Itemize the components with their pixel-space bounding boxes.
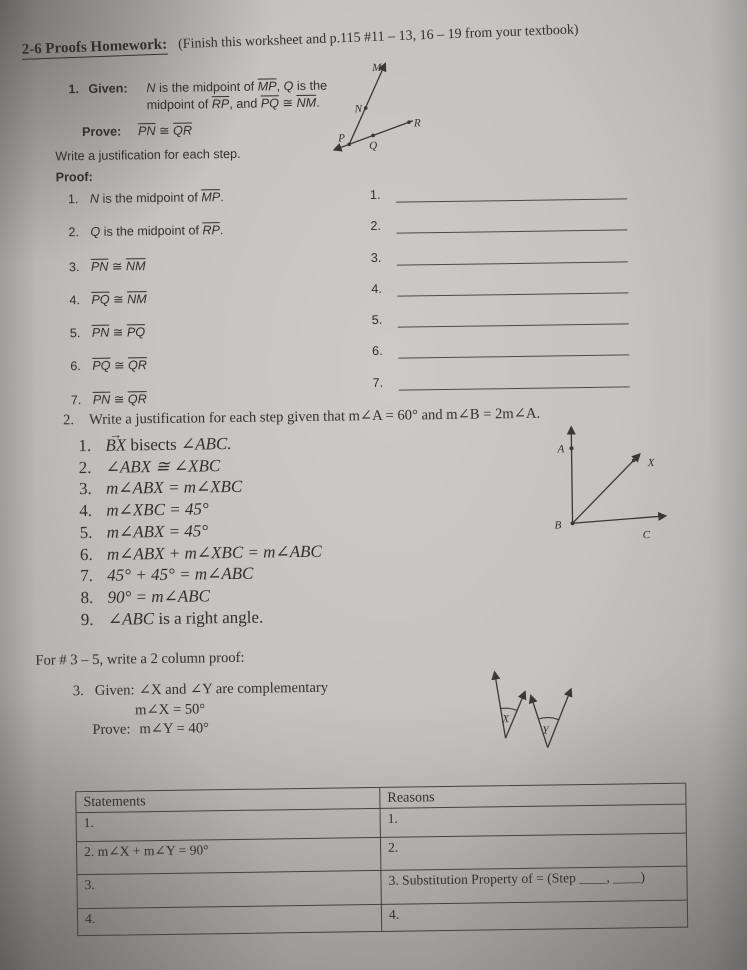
statement-seg1: $\overline{MP}$ — [201, 190, 221, 205]
label-angle-X: X — [502, 713, 510, 726]
p2-step-6 — [80, 540, 322, 565]
statement-rel: ≅ — [108, 259, 127, 274]
section3-intro: For # 3 – 5, write a 2 column proof: — [35, 649, 245, 669]
reasons-header: Reasons — [380, 784, 685, 809]
statement-seg2: $\overline{NM}$ — [127, 292, 147, 307]
proof-statement-1 — [68, 188, 224, 223]
statement-text: is the midpoint of — [98, 190, 202, 206]
given-text-run: is the midpoint of — [155, 79, 258, 96]
reason-blank-4 — [371, 276, 628, 311]
ray-BC — [572, 516, 665, 523]
blank-line — [397, 261, 628, 265]
problem1-instruction: Write a justification for each step. — [55, 146, 241, 164]
p3-given2: m∠X = 50° — [135, 700, 206, 718]
reason-number: 4. — [371, 281, 382, 296]
step-number: 4. — [79, 501, 93, 521]
problem3-block — [73, 679, 329, 741]
step-number: 5. — [79, 522, 93, 542]
step-math: m∠ABX + m∠XBC = m∠ABC — [106, 541, 322, 564]
reason-blank-5 — [372, 308, 629, 343]
problem1-number: 1. — [68, 82, 80, 97]
proof-statement-3 — [69, 255, 225, 290]
given-text — [146, 78, 327, 115]
blank-line — [399, 386, 630, 390]
statement-number: 4. — [69, 292, 81, 308]
statement-seg2: $\overline{QR}$ — [127, 391, 147, 407]
statement-text: is the midpoint of — [100, 223, 203, 240]
given-text-run: , — [276, 79, 284, 94]
step-math: m∠ABX = m∠XBC — [105, 477, 243, 499]
proof-statements — [68, 188, 227, 423]
given-text-run: midpoint of — [146, 97, 212, 113]
angleY-ray1 — [531, 696, 548, 748]
given-text-run: , and — [229, 96, 261, 111]
var-N: N — [146, 81, 156, 96]
problem3-number: 3. — [72, 683, 84, 700]
problem3-diagram — [489, 665, 590, 761]
reason-blank-2 — [370, 214, 627, 249]
table-reason-4: 4. — [388, 906, 400, 922]
angleX-ray1 — [495, 672, 506, 738]
blank-line — [397, 292, 628, 296]
p3-prove-label: Prove: — [92, 721, 131, 738]
problem2-diagram — [547, 420, 679, 547]
reason-blank-6 — [372, 339, 629, 374]
ray-BA — [571, 427, 572, 523]
statement-number: 7. — [70, 392, 82, 407]
problem2-text: Write a justification for each step given that m∠A = 60° and m∠B = 2m∠A. — [88, 405, 541, 428]
step-math: ∠ABX ≅ ∠XBC — [105, 455, 221, 477]
step-math: m∠XBC = 45° — [106, 499, 209, 520]
angleX-arc — [501, 708, 517, 711]
given-label: Given: — [88, 81, 128, 96]
statements-header: Statements — [76, 788, 380, 813]
proof-reason-blanks — [370, 182, 630, 405]
statement-post: . — [219, 223, 224, 238]
reason-blank-7 — [372, 370, 629, 405]
congruent-symbol: ≅ — [278, 96, 297, 111]
step-number: 1. — [78, 435, 92, 456]
problem2-steps — [78, 432, 323, 631]
proof-statement-5 — [70, 321, 226, 356]
point-A-dot — [569, 446, 573, 450]
label-B: B — [554, 519, 562, 532]
segment-PQ: $\overline{PQ}$ — [260, 96, 280, 111]
label-N: N — [354, 103, 363, 116]
segment-QR: $\overline{QR}$ — [172, 123, 193, 138]
reason-number: 5. — [371, 313, 383, 328]
angleY-arc — [538, 717, 558, 720]
given-text-run: . — [316, 95, 320, 110]
angleY-ray2 — [547, 689, 572, 747]
step-number: 6. — [79, 544, 93, 564]
statement-rel: ≅ — [110, 392, 128, 407]
label-M: M — [372, 61, 382, 74]
statement-seg1: $\overline{PQ}$ — [91, 292, 110, 307]
congruent-symbol: ≅ — [155, 123, 174, 139]
p3-prove-line — [73, 718, 328, 741]
worksheet-header — [21, 16, 701, 59]
p3-given1: ∠X and ∠Y are complementary — [138, 679, 329, 699]
p3-given-label: Given: — [94, 682, 135, 699]
table-statement-1: 1. — [77, 809, 381, 842]
table-reason-2: 2. — [381, 834, 686, 871]
statement-number: 5. — [69, 326, 81, 341]
problem1-prove-block — [82, 123, 192, 140]
statement-seg2: $\overline{QR}$ — [127, 358, 148, 373]
blank-line — [398, 355, 629, 359]
problem1-given-block — [68, 78, 327, 116]
segment-RP: $\overline{RP}$ — [211, 96, 230, 112]
ray-BX: BX → — [105, 434, 126, 456]
label-A: A — [557, 443, 565, 456]
statement-seg1: $\overline{PQ}$ — [92, 359, 111, 374]
reason-blank-1 — [370, 182, 627, 217]
segment-MP: $\overline{MP}$ — [257, 79, 277, 94]
proof-statement-6 — [70, 355, 226, 390]
p3-prove: m∠Y = 40° — [139, 720, 210, 738]
point-Q-dot — [371, 134, 375, 138]
page-subtitle: (Finish this worksheet and p.115 #11 – 13, 16 – 19 from your textbook) — [177, 22, 579, 53]
proof-statement-4 — [69, 288, 225, 323]
step-math: m∠ABX = 45° — [106, 521, 209, 542]
statement-number: 3. — [68, 259, 80, 274]
table-reason-3: 3. Substitution Property of = (Step ____, ____) — [381, 867, 686, 905]
reason-number: 7. — [372, 375, 384, 390]
step-math: 45° + 45° = m∠ABC — [107, 563, 254, 585]
statement-seg2: $\overline{PQ}$ — [126, 325, 146, 340]
table-reason-1: 1. — [381, 805, 686, 838]
label-P: P — [338, 132, 345, 145]
blank-line — [396, 198, 627, 202]
problem1-diagram — [332, 59, 433, 158]
proof-statement-2 — [68, 221, 224, 256]
statement-number: 6. — [70, 359, 81, 374]
statement-rel: ≅ — [110, 358, 129, 374]
statement-seg1: $\overline{PN}$ — [92, 392, 111, 407]
prove-label: Prove: — [81, 124, 122, 140]
table-statement-3: 3. — [77, 871, 381, 909]
step-number: 7. — [80, 566, 94, 586]
statement-seg1: $\overline{PN}$ — [91, 325, 110, 341]
segment-PN: $\overline{PN}$ — [137, 124, 156, 139]
given-text-run: is the — [293, 78, 328, 94]
statement-var: Q — [90, 225, 101, 240]
ray-BX-diagram — [572, 454, 641, 523]
statement-seg1: $\overline{PN}$ — [90, 259, 109, 274]
statement-seg1: $\overline{RP}$ — [202, 223, 221, 238]
reason-number: 1. — [369, 187, 381, 203]
segment-NM: $\overline{NM}$ — [296, 95, 317, 111]
step-number: 8. — [80, 587, 94, 608]
step-text: is a right angle. — [154, 607, 264, 628]
step-math: ∠ABC — [107, 608, 155, 629]
p3-given-line — [73, 679, 328, 702]
step-text: bisects — [126, 434, 182, 455]
point-R-dot — [407, 120, 411, 124]
reason-number: 3. — [370, 250, 382, 265]
proof-label: Proof: — [55, 169, 93, 185]
step-math: 90° = m∠ABC — [107, 586, 211, 607]
p2-step-9 — [81, 605, 323, 630]
statement-number: 2. — [68, 225, 80, 240]
step-number: 2. — [78, 457, 92, 477]
statement-var: N — [89, 191, 100, 206]
step-math: ∠ABC. — [180, 433, 232, 454]
blank-line — [398, 324, 629, 328]
label-angle-Y: Y — [542, 724, 549, 737]
var-Q: Q — [283, 79, 294, 94]
blank-line — [396, 230, 627, 234]
label-Q: Q — [369, 139, 378, 153]
table-statement-4: 4. — [78, 905, 382, 935]
label-X: X — [647, 457, 655, 470]
statement-rel: ≅ — [109, 325, 128, 340]
statement-post: . — [220, 190, 224, 205]
reason-blank-3 — [371, 245, 628, 280]
reason-number: 6. — [372, 344, 383, 359]
two-column-proof-table — [75, 783, 688, 937]
step-number: 9. — [80, 609, 94, 629]
step-number: 3. — [78, 479, 92, 499]
problem2-number: 2. — [62, 412, 75, 429]
table-statement-2: 2. m∠X + m∠Y = 90° — [77, 838, 381, 875]
statement-number: 1. — [67, 192, 79, 207]
given-line2 — [147, 95, 328, 115]
page-title: 2-6 Proofs Homework: — [21, 36, 168, 58]
reason-number: 2. — [370, 219, 382, 234]
label-R: R — [413, 117, 421, 130]
statement-seg2: $\overline{NM}$ — [125, 258, 146, 274]
label-C: C — [642, 529, 651, 542]
statement-rel: ≅ — [109, 292, 128, 307]
